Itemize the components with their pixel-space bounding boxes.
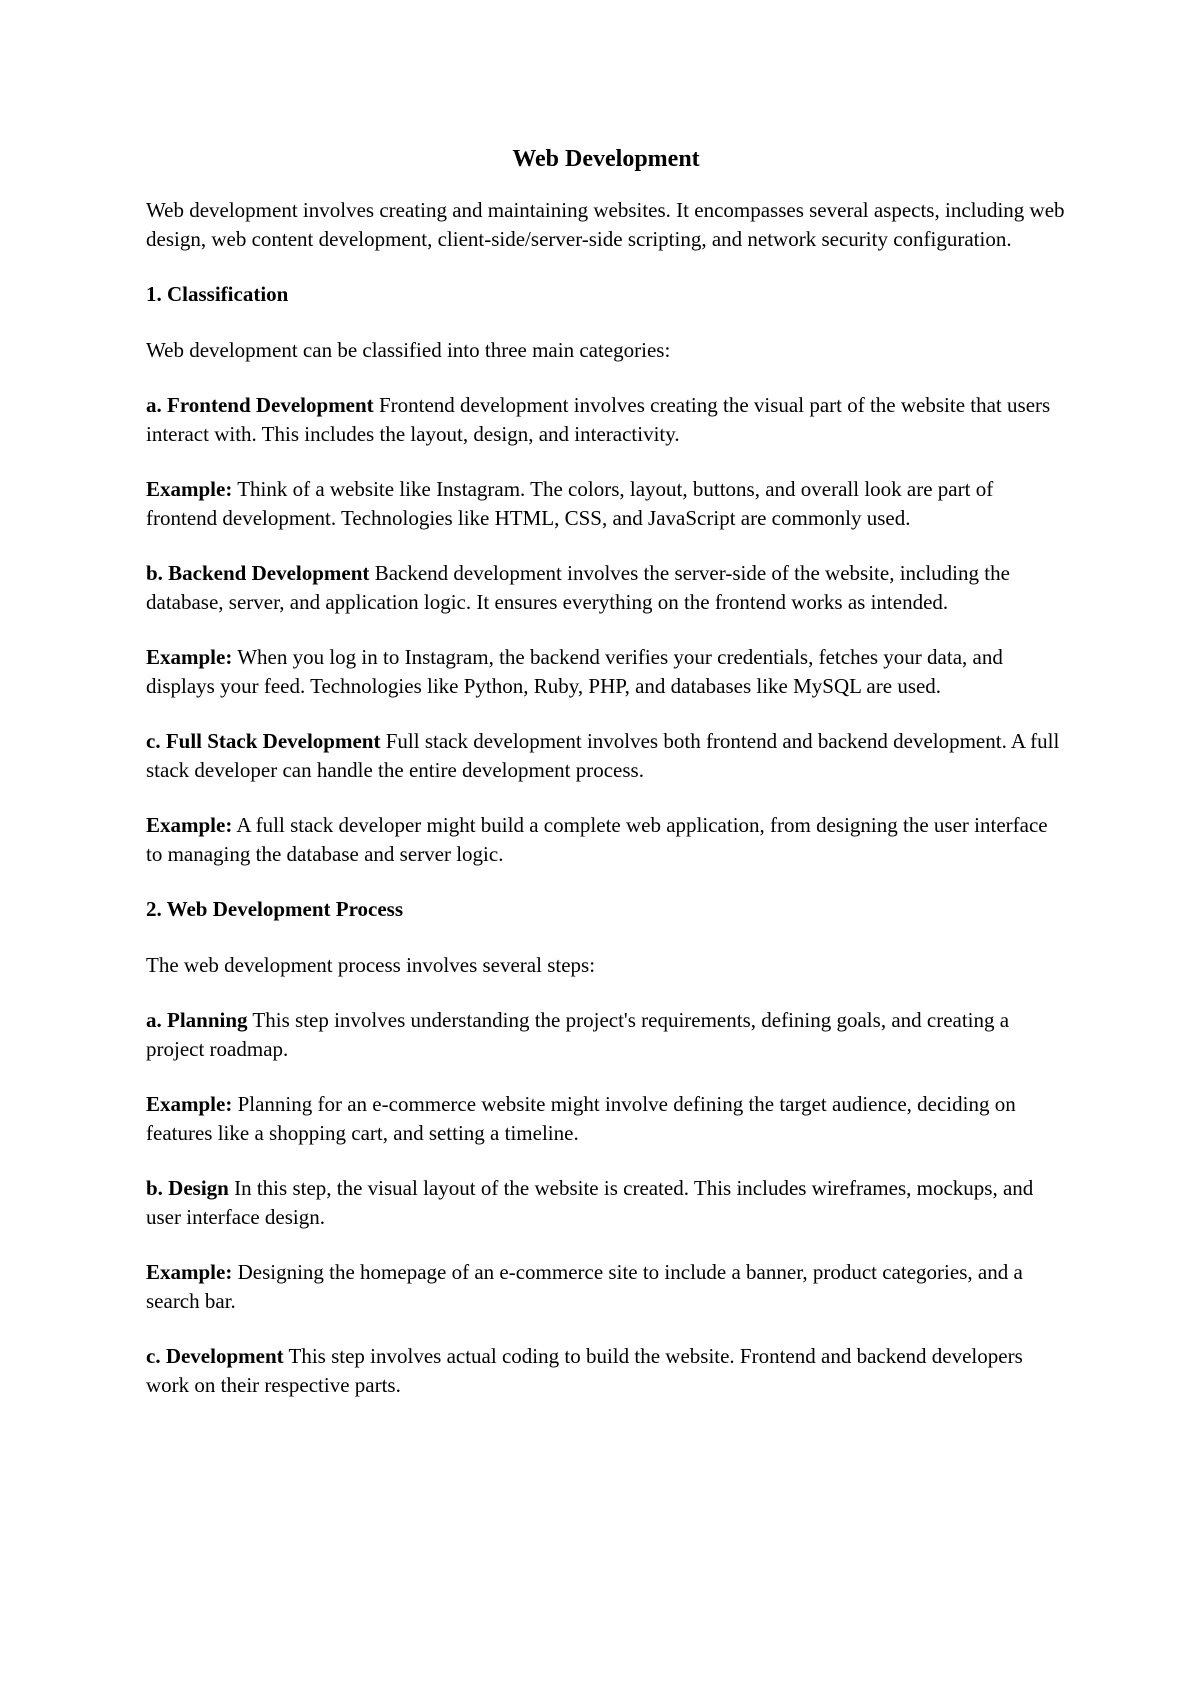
example-label: Example:: [146, 1260, 233, 1284]
example-text: When you log in to Instagram, the backend verifies your credentials, fetches your data, and displays your feed. Technologies like Python, Ruby, PHP, and databases like MySQL are used.: [146, 645, 1003, 698]
document-title: Web Development: [512, 146, 700, 172]
section-heading-process: 2. Web Development Process: [146, 897, 404, 921]
example-planning: [146, 1090, 1066, 1147]
item-text: Frontend development involves creating the visual part of the website that users interact with. This includes the layout, design, and interactivity.: [146, 393, 1051, 446]
example-label: Example:: [146, 1092, 233, 1116]
example-text: A full stack developer might build a complete web application, from designing the user interface to managing the database and server logic.: [146, 813, 1048, 866]
item-text: This step involves understanding the project's requirements, defining goals, and creating a project roadmap.: [146, 1008, 1010, 1061]
item-design: [146, 1174, 1066, 1231]
example-full-stack-development: [146, 811, 1066, 868]
intro-paragraph: Web development involves creating and maintaining websites. It encompasses several aspects, including web design, web content development, client-side/server-side scripting, and network security configuration.: [146, 198, 1065, 251]
example-label: Example:: [146, 477, 233, 501]
item-text: Backend development involves the server-side of the website, including the database, server, and application logic. It ensures everything on the frontend works as intended.: [146, 561, 1010, 614]
example-design: [146, 1258, 1066, 1315]
item-label: b. Backend Development: [146, 561, 370, 585]
item-frontend-development: [146, 391, 1066, 448]
example-label: Example:: [146, 645, 233, 669]
section-lead-classification: Web development can be classified into three main categories:: [146, 337, 671, 362]
document-body: [146, 144, 1066, 1426]
item-text: Full stack development involves both frontend and backend development. A full stack developer can handle the entire development process.: [146, 729, 1060, 782]
item-label: b. Design: [146, 1176, 229, 1200]
item-text: In this step, the visual layout of the website is created. This includes wireframes, mockups, and user interface design.: [146, 1176, 1034, 1229]
section-heading-classification: 1. Classification: [146, 282, 289, 306]
item-label: a. Frontend Development: [146, 393, 374, 417]
item-backend-development: [146, 559, 1066, 616]
item-text: This step involves actual coding to build the website. Frontend and backend developers work on their respective parts.: [146, 1344, 1023, 1397]
example-frontend-development: [146, 475, 1066, 532]
item-development: [146, 1342, 1066, 1399]
example-text: Designing the homepage of an e-commerce site to include a banner, product categories, and a search bar.: [146, 1260, 1023, 1313]
example-label: Example:: [146, 813, 233, 837]
item-planning: [146, 1006, 1066, 1063]
item-label: a. Planning: [146, 1008, 248, 1032]
example-text: Planning for an e-commerce website might involve defining the target audience, deciding on features like a shopping cart, and setting a timeline.: [146, 1092, 1016, 1145]
example-text: Think of a website like Instagram. The colors, layout, buttons, and overall look are part of frontend development. Technologies like HTML, CSS, and JavaScript are commonly used.: [146, 477, 994, 530]
example-backend-development: [146, 643, 1066, 700]
item-full-stack-development: [146, 727, 1066, 784]
item-label: c. Full Stack Development: [146, 729, 381, 753]
section-lead-process: The web development process involves several steps:: [146, 952, 596, 977]
item-label: c. Development: [146, 1344, 284, 1368]
